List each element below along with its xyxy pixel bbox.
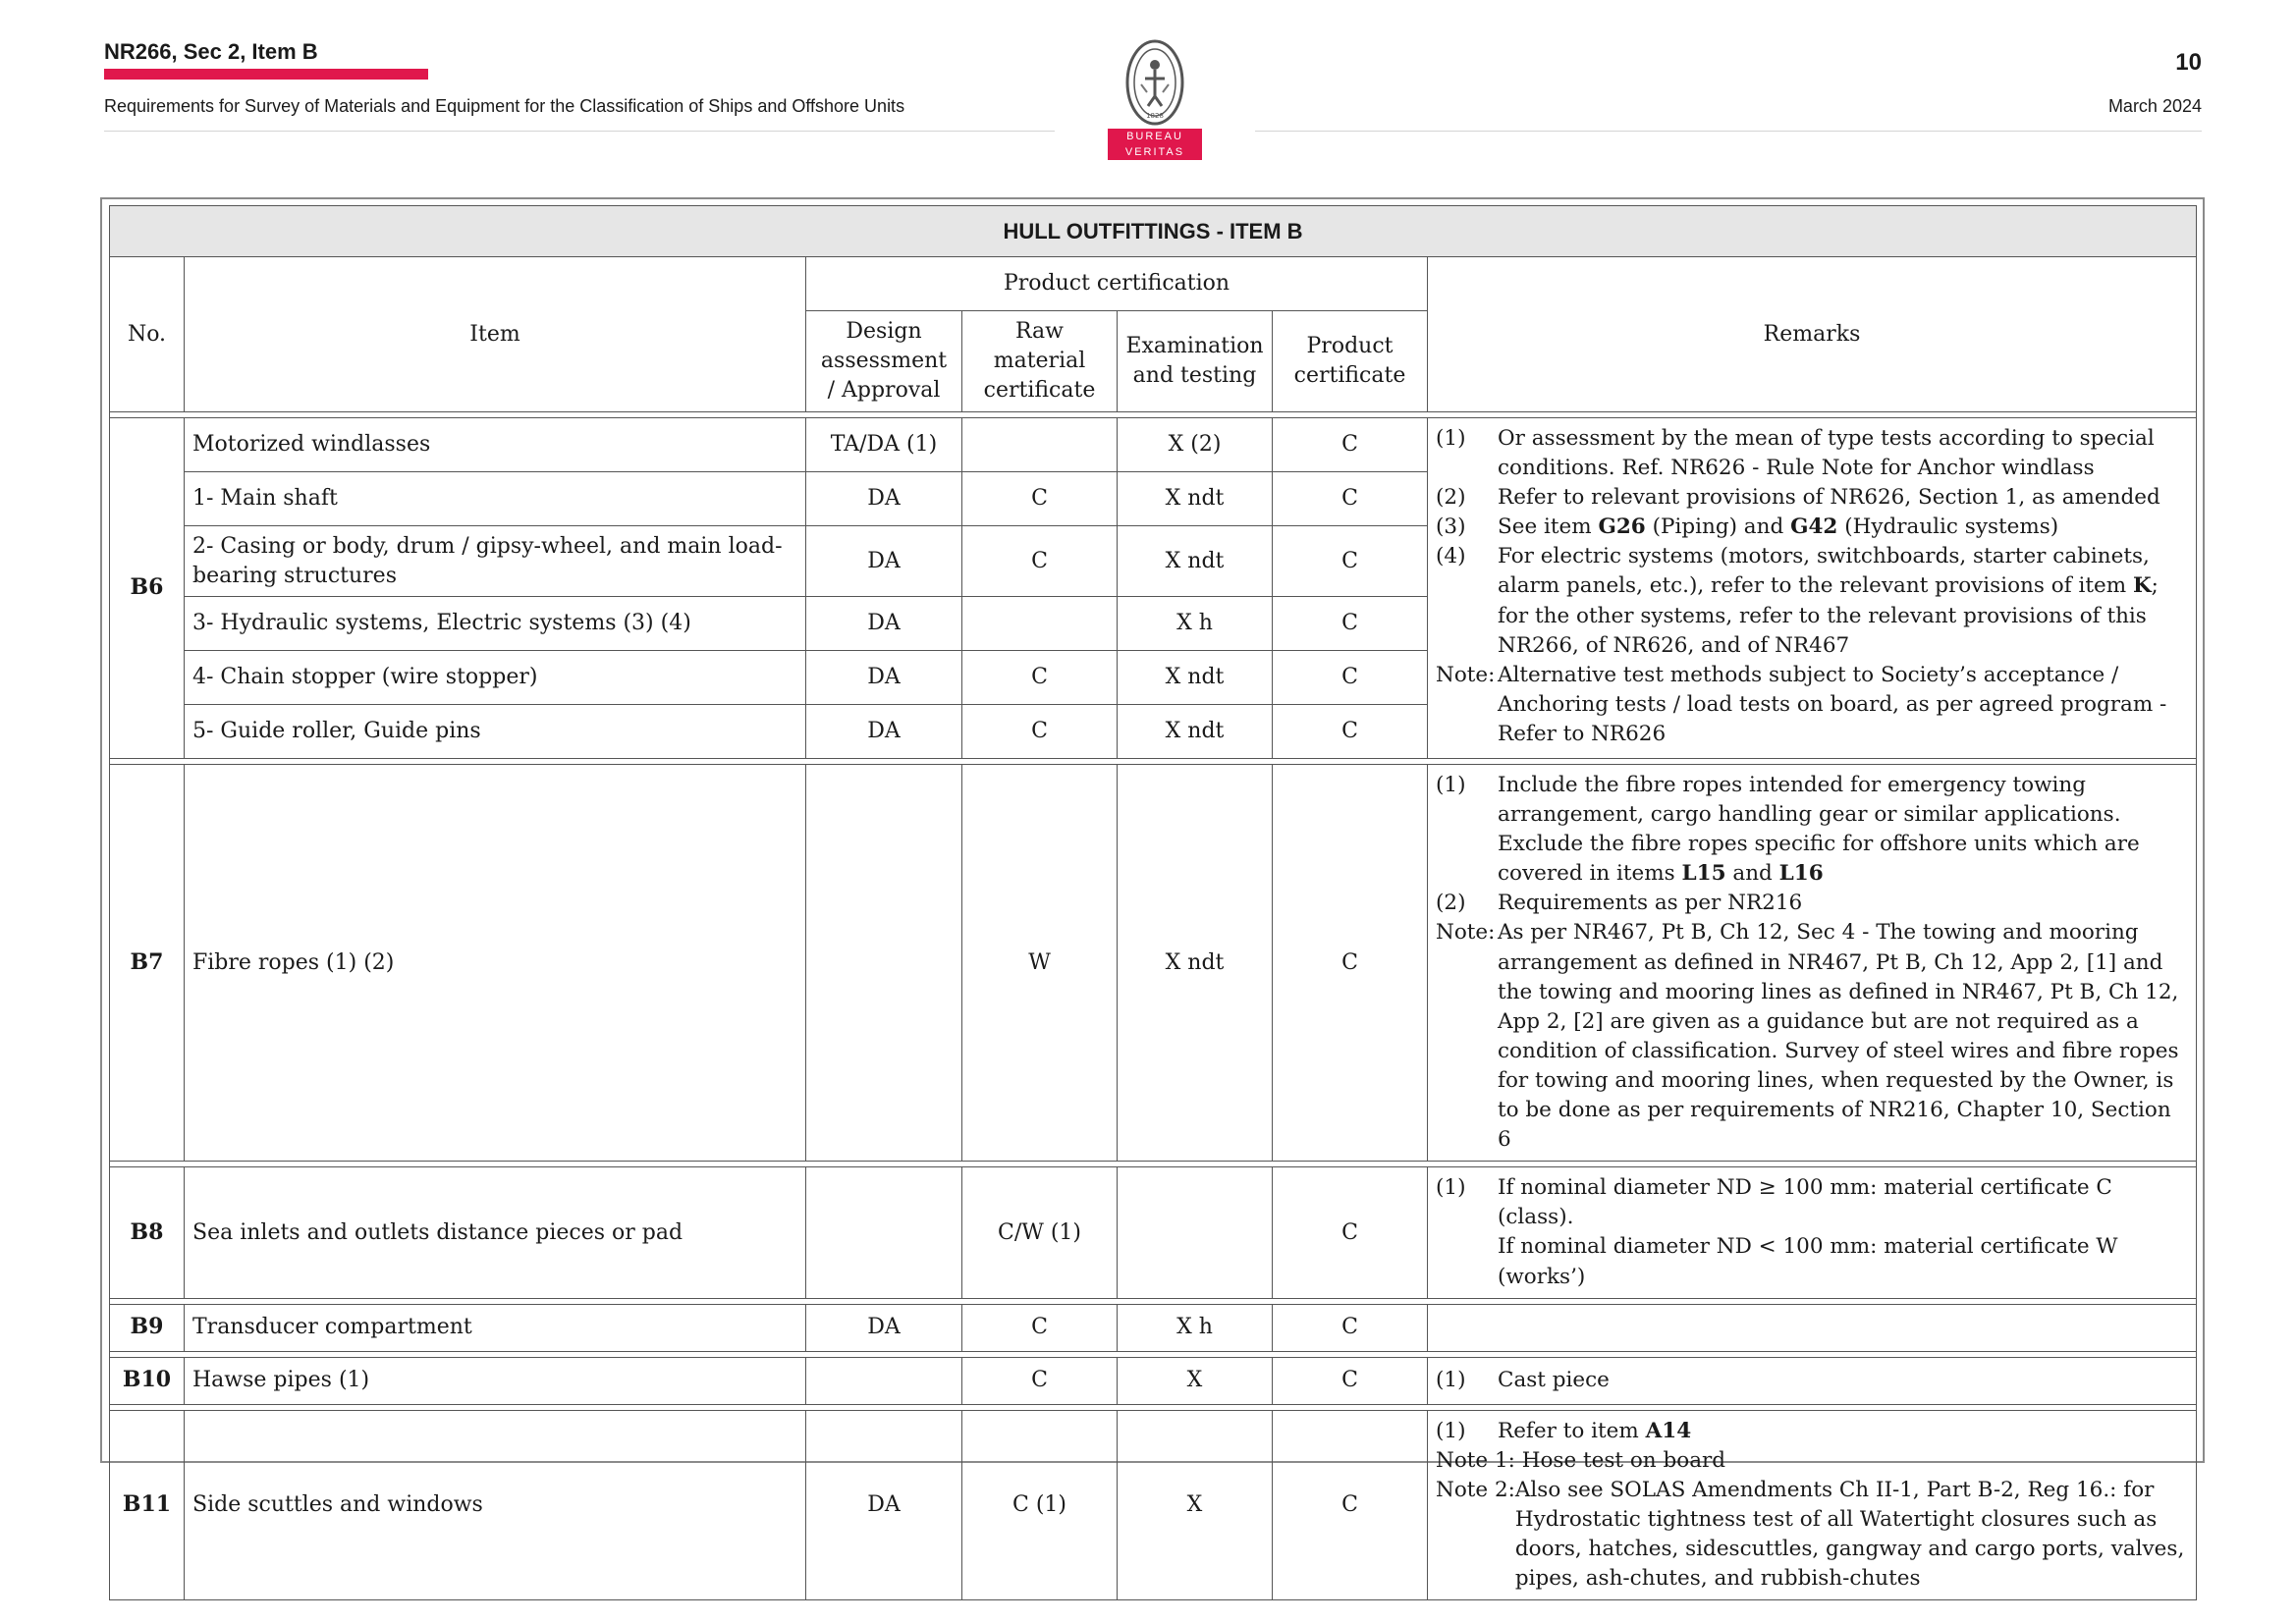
header-item: Item — [185, 257, 806, 412]
raw-value — [962, 418, 1118, 472]
item-name: 4- Chain stopper (wire stopper) — [185, 651, 806, 705]
cert-value: C — [1273, 705, 1428, 759]
raw-value: C — [962, 472, 1118, 526]
remark-label: (1) — [1436, 426, 1466, 451]
note-label: Note: — [1436, 662, 1496, 687]
cert-value: C — [1273, 472, 1428, 526]
raw-value: W — [962, 765, 1118, 1162]
item-name: 5- Guide roller, Guide pins — [185, 705, 806, 759]
header-rule-left — [104, 131, 1055, 132]
header-remarks: Remarks — [1428, 257, 2197, 412]
design-value: DA — [806, 472, 962, 526]
exam-value: X ndt — [1118, 472, 1273, 526]
item-number: B7 — [110, 765, 185, 1162]
note-label: Note 2: — [1436, 1477, 1515, 1502]
raw-value: C — [962, 651, 1118, 705]
item-number: B11 — [110, 1410, 185, 1600]
logo-line-2: VERITAS — [1124, 146, 1185, 158]
design-value: DA — [806, 1304, 962, 1351]
document-subtitle: Requirements for Survey of Materials and Equipment for the Classification of Ships and Offshore Units — [104, 96, 905, 116]
raw-value: C — [962, 526, 1118, 597]
remark-text: Refer to item A14 — [1498, 1418, 1692, 1443]
remark-label: (3) — [1436, 514, 1466, 540]
item-name: 3- Hydraulic systems, Electric systems (3) (4) — [185, 597, 806, 651]
remark-text: Refer to relevant provisions of NR626, Section 1, as amended — [1498, 485, 2160, 511]
remark-label: (2) — [1436, 891, 1466, 916]
design-value: DA — [806, 1410, 962, 1600]
exam-value: X ndt — [1118, 651, 1273, 705]
exam-value: X h — [1118, 1304, 1273, 1351]
note-label: Note: — [1436, 920, 1496, 946]
logo-wordmark — [1108, 129, 1202, 160]
design-value: DA — [806, 651, 962, 705]
cert-value: C — [1273, 1167, 1428, 1298]
item-name: 1- Main shaft — [185, 472, 806, 526]
note-text: As per NR467, Pt B, Ch 12, Sec 4 - The towing and mooring arrangement as defined in NR467, Pt B, Ch 12, App 2, [1] and the towing and mooring lines as defined in NR467, Pt B, Ch 12, App 2, [2] are given as a guidance but are not required as a condition of classification. Survey of steel wires and fibre ropes for towing and mooring lines, when requested by the Owner, is to be done as per requirements of NR216, Chapter 10, Section 6 — [1498, 920, 2179, 1153]
remark-text: Or assessment by the mean of type tests according to special conditions. Ref. NR626 - Rule Note for Anchor windlass — [1498, 426, 2155, 481]
item-name: 2- Casing or body, drum / gipsy-wheel, and main load-bearing structures — [185, 526, 806, 597]
remark-text: Include the fibre ropes intended for emergency towing arrangement, cargo handling gear or similar applications. Exclude the fibre ropes specific for offshore units which are covered in items L15 and L16 — [1498, 773, 2140, 887]
note-text: Alternative test methods subject to Society’s acceptance / Anchoring tests / load tests on board, as per agreed program - Refer to NR626 — [1498, 662, 2167, 746]
header-accent-bar — [104, 69, 428, 80]
header-product-certificate: Product certificate — [1273, 311, 1428, 412]
note-text: Note 1: Hose test on board — [1436, 1447, 1726, 1473]
exam-value: X — [1118, 1410, 1273, 1600]
item-name: Sea inlets and outlets distance pieces or pad — [185, 1167, 806, 1298]
cert-value: C — [1273, 1410, 1428, 1600]
design-value — [806, 1167, 962, 1298]
raw-value: C — [962, 1304, 1118, 1351]
cert-value: C — [1273, 597, 1428, 651]
document-date: March 2024 — [2107, 96, 2202, 116]
logo-line-1: BUREAU — [1126, 131, 1183, 142]
remark-text: See item G26 (Piping) and G42 (Hydraulic systems) — [1498, 514, 2059, 540]
header-design: Design assessment / Approval — [806, 311, 962, 412]
exam-value: X ndt — [1118, 526, 1273, 597]
design-value: DA — [806, 705, 962, 759]
item-name: Fibre ropes (1) (2) — [185, 765, 806, 1162]
header-examination: Examination and testing — [1118, 311, 1273, 412]
remark-label: (1) — [1436, 1418, 1466, 1443]
cert-value: C — [1273, 765, 1428, 1162]
remarks-b8 — [1428, 1167, 2197, 1298]
cert-value: C — [1273, 651, 1428, 705]
exam-value — [1118, 1167, 1273, 1298]
cert-value: C — [1273, 1357, 1428, 1404]
logo-year: 1828 — [1146, 112, 1164, 120]
exam-value: X ndt — [1118, 765, 1273, 1162]
remark-text: If nominal diameter ND ≥ 100 mm: material certificate C (class). — [1498, 1175, 2112, 1230]
item-number: B10 — [110, 1357, 185, 1404]
remarks-b10 — [1428, 1357, 2197, 1404]
design-value: TA/DA (1) — [806, 418, 962, 472]
remark-text: Cast piece — [1498, 1368, 1610, 1393]
raw-value: C — [962, 705, 1118, 759]
remark-text: For electric systems (motors, switchboards, starter cabinets, alarm panels, etc.), refer to the relevant provisions of item K; for the other systems, refer to the relevant provisions of this NR266, of NR626, and of NR467 — [1498, 544, 2159, 658]
note-text: Also see SOLAS Amendments Ch II-1, Part B-2, Reg 16.: for Hydrostatic tightness test of all Watertight closures such as doors, hatches, sidescuttles, gangway and cargo ports, valves, pipes, ash-chutes, and rubbish-chutes — [1514, 1477, 2185, 1592]
remark-text: Requirements as per NR216 — [1498, 891, 1803, 916]
header-rule-right — [1255, 131, 2202, 132]
hull-outfittings-table — [109, 205, 2197, 1600]
header-product-certification: Product certification — [806, 257, 1428, 311]
remark-label: (1) — [1436, 773, 1466, 797]
exam-value: X h — [1118, 597, 1273, 651]
design-value — [806, 1357, 962, 1404]
raw-value: C (1) — [962, 1410, 1118, 1600]
remark-label: (2) — [1436, 485, 1466, 511]
cert-value: C — [1273, 418, 1428, 472]
item-number: B8 — [110, 1167, 185, 1298]
remarks-b7 — [1428, 765, 2197, 1162]
item-name: Side scuttles and windows — [185, 1410, 806, 1600]
item-name: Hawse pipes (1) — [185, 1357, 806, 1404]
design-value: DA — [806, 597, 962, 651]
raw-value — [962, 597, 1118, 651]
page-number: 10 — [2175, 49, 2202, 76]
remarks-b9 — [1428, 1304, 2197, 1351]
item-number: B9 — [110, 1304, 185, 1351]
remarks-b11 — [1428, 1410, 2197, 1600]
item-name: Transducer compartment — [185, 1304, 806, 1351]
design-value: DA — [806, 526, 962, 597]
exam-value: X — [1118, 1357, 1273, 1404]
item-name: Motorized windlasses — [185, 418, 806, 472]
remarks-b6 — [1428, 418, 2197, 759]
design-value — [806, 765, 962, 1162]
item-number: B6 — [110, 418, 185, 759]
table-title: HULL OUTFITTINGS - ITEM B — [110, 206, 2197, 257]
document-code: NR266, Sec 2, Item B — [104, 39, 318, 64]
raw-value: C/W (1) — [962, 1167, 1118, 1298]
cert-value: C — [1273, 1304, 1428, 1351]
remark-label: (1) — [1436, 1368, 1466, 1393]
exam-value: X (2) — [1118, 418, 1273, 472]
remark-label: (1) — [1436, 1175, 1466, 1201]
exam-value: X ndt — [1118, 705, 1273, 759]
header-no: No. — [110, 257, 185, 412]
cert-value: C — [1273, 526, 1428, 597]
header-raw-material: Raw material certificate — [962, 311, 1118, 412]
remark-label: (4) — [1436, 544, 1466, 569]
remark-text: If nominal diameter ND < 100 mm: material certificate W (works’) — [1498, 1234, 2118, 1289]
raw-value: C — [962, 1357, 1118, 1404]
